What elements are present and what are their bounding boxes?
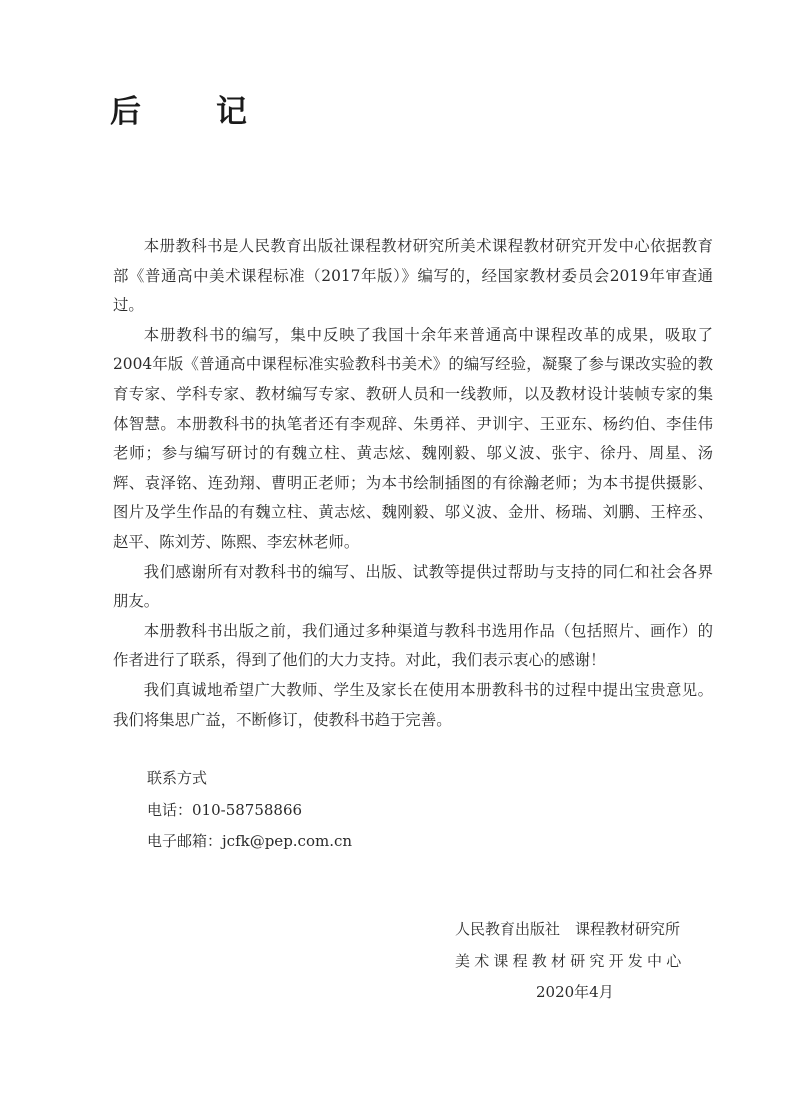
signature-date: 2020年4月 (536, 983, 614, 1001)
paragraph-5: 我们真诚地希望广大教师、学生及家长在使用本册教科书的过程中提出宝贵意见。我们将集思广益，不断修订，使教科书趋于完善。 (113, 680, 713, 729)
contact-info (147, 763, 352, 858)
paragraph-4: 本册教科书出版之前，我们通过多种渠道与教科书选用作品（包括照片、画作）的作者进行了联系，得到了他们的大力支持。对此，我们表示衷心的感谢！ (113, 621, 713, 670)
signature-publisher: 人民教育出版社 课程教材研究所 (455, 920, 681, 938)
paragraph-2: 本册教科书的编写，集中反映了我国十余年来普通高中课程改革的成果，吸取了2004年版《普通高中课程标准实验教科书美术》的编写经验，凝聚了参与课改实验的教育专家、学科专家、教材编写专家、教研人员和一线教师，以及教材设计装帧专家的集体智慧。本册教科书的执笔者还有李观辞、朱勇祥、尹训宇、王亚东、杨约伯、李佳伟老师；参与编写研讨的有魏立柱、黄志炫、魏刚毅、邬义波、张宇、徐丹、周星、汤辉、袁泽铭、连劲翔、曹明正老师；为本书绘制插图的有徐瀚老师；为本书提供摄影、图片及学生作品的有魏立柱、黄志炫、魏刚毅、邬义波、金卅、杨瑞、刘鹏、王梓丞、赵平、陈刘芳、陈熙、李宏林老师。 (113, 325, 713, 551)
signature-center: 美术课程教材研究开发中心 (455, 951, 686, 970)
afterword-body (113, 232, 713, 735)
page-title: 后 记 (110, 94, 269, 130)
contact-email-line (147, 826, 352, 858)
phone-number: 010-58758866 (192, 800, 303, 819)
phone-label: 电话： (147, 800, 193, 819)
contact-heading: 联系方式 (147, 769, 208, 787)
paragraph-1: 本册教科书是人民教育出版社课程教材研究所美术课程教材研究开发中心依据教育部《普通高中美术课程标准（2017年版）》编写的，经国家教材委员会2019年审查通过。 (113, 237, 713, 315)
paragraph-3: 我们感谢所有对教科书的编写、出版、试教等提供过帮助与支持的同仁和社会各界朋友。 (113, 562, 713, 611)
email-label: 电子邮箱： (147, 832, 223, 850)
contact-phone-line (147, 795, 352, 827)
publisher-signature (455, 914, 685, 1009)
email-address: jcfk@pep.com.cn (222, 832, 353, 850)
